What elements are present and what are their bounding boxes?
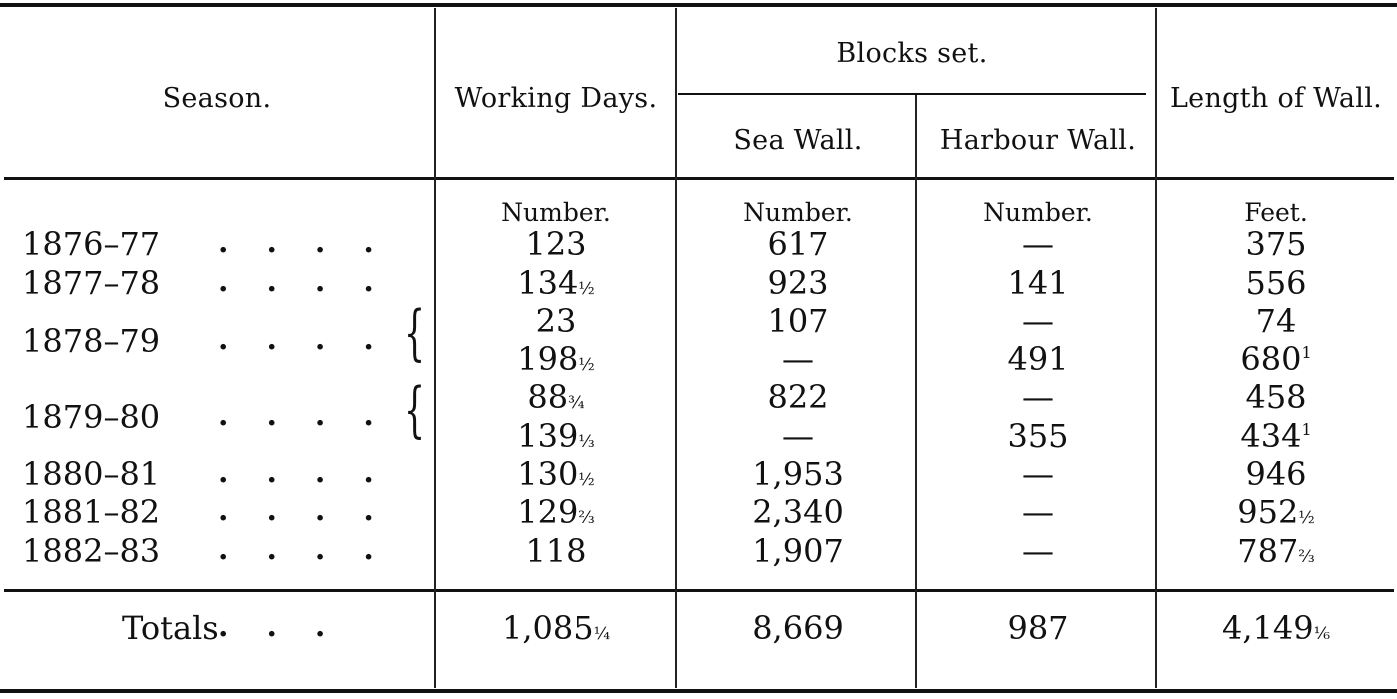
header-blocks-set: Blocks set. (836, 38, 988, 69)
harbour-wall-cell: — (1022, 455, 1054, 493)
season-label: 1878–79 (22, 322, 161, 360)
working-days-cell: 129⅔ (517, 493, 595, 531)
working-days-cell: 118 (525, 532, 587, 570)
harbour-wall-cell: 141 (1007, 264, 1069, 302)
sea-wall-cell: 822 (767, 378, 829, 416)
unit-harbour-wall: Number. (983, 198, 1093, 227)
working-days-cell: 130½ (517, 455, 595, 493)
header-working-days: Working Days. (454, 83, 658, 114)
working-days-cell: 198½ (517, 340, 595, 378)
working-days-cell: 88¾ (527, 378, 585, 416)
sea-wall-cell: 617 (767, 225, 829, 263)
working-days-cell: 134½ (517, 264, 595, 302)
length-cell: $680^1$ (1240, 340, 1312, 378)
sea-wall-cell: 1,907 (752, 532, 844, 570)
sea-wall-cell: — (782, 340, 814, 378)
harbour-wall-cell: 491 (1007, 340, 1069, 378)
length-cell: 952½ (1237, 493, 1315, 531)
harbour-wall-cell: — (1022, 302, 1054, 340)
brace-icon: { (404, 375, 426, 445)
sea-wall-cell: 107 (767, 302, 829, 340)
sea-wall-cell: 2,340 (752, 493, 844, 531)
leader-dots: .... (218, 264, 412, 299)
header-harbour-wall: Harbour Wall. (939, 125, 1137, 156)
unit-length-of-wall: Feet. (1244, 198, 1308, 227)
season-label: 1880–81 (22, 455, 161, 493)
column-divider (434, 8, 436, 688)
length-cell: 458 (1245, 378, 1307, 416)
length-cell: 787⅔ (1237, 532, 1315, 570)
sea-wall-cell: 923 (767, 264, 829, 302)
leader-dots: .... (218, 493, 412, 528)
header-bottom-rule (4, 177, 1394, 180)
season-label: 1877–78 (22, 264, 161, 302)
top-rule (0, 3, 1397, 7)
season-label: 1876–77 (22, 225, 161, 263)
sea-wall-cell: — (782, 417, 814, 455)
season-label: 1879–80 (22, 398, 161, 436)
working-days-cell: 139⅓ (517, 417, 595, 455)
sea-wall-cell: 1,953 (752, 455, 844, 493)
season-label: 1882–83 (22, 532, 161, 570)
harbour-wall-cell: — (1022, 378, 1054, 416)
leader-dots: .... (218, 532, 412, 567)
header-season: Season. (162, 83, 272, 114)
working-days-cell: 23 (535, 302, 577, 340)
harbour-wall-cell: 355 (1007, 417, 1069, 455)
unit-working-days: Number. (501, 198, 611, 227)
length-cell: 375 (1245, 225, 1307, 263)
header-length-of-wall: Length of Wall. (1169, 83, 1383, 114)
length-cell: $434^1$ (1240, 417, 1312, 455)
total-length: 4,149⅙ (1221, 609, 1331, 647)
header-sea-wall: Sea Wall. (733, 125, 863, 156)
brace-icon: { (404, 298, 426, 368)
totals-top-rule (4, 589, 1394, 592)
leader-dots: .... (218, 455, 412, 490)
total-sea-wall: 8,669 (752, 609, 844, 647)
length-cell: 74 (1255, 302, 1297, 340)
leader-dots: .... (218, 225, 412, 260)
blocks-underline (678, 93, 1146, 95)
bottom-rule (0, 689, 1397, 693)
length-cell: 946 (1245, 455, 1307, 493)
unit-sea-wall: Number. (743, 198, 853, 227)
harbour-wall-cell: — (1022, 493, 1054, 531)
length-cell: 556 (1245, 264, 1307, 302)
total-harbour-wall: 987 (1007, 609, 1069, 647)
leader-dots: .... (218, 398, 412, 433)
total-working-days: 1,085¼ (501, 609, 611, 647)
working-days-cell: 123 (525, 225, 587, 263)
season-label: 1881–82 (22, 493, 161, 531)
footnote-marker: 1 (1301, 420, 1312, 439)
harbour-wall-cell: — (1022, 532, 1054, 570)
totals-label: Totals (122, 609, 219, 647)
leader-dots: ... (218, 609, 364, 644)
harbour-wall-cell: — (1022, 225, 1054, 263)
leader-dots: .... (218, 322, 412, 357)
footnote-marker: 1 (1301, 343, 1312, 362)
column-divider (675, 8, 677, 688)
